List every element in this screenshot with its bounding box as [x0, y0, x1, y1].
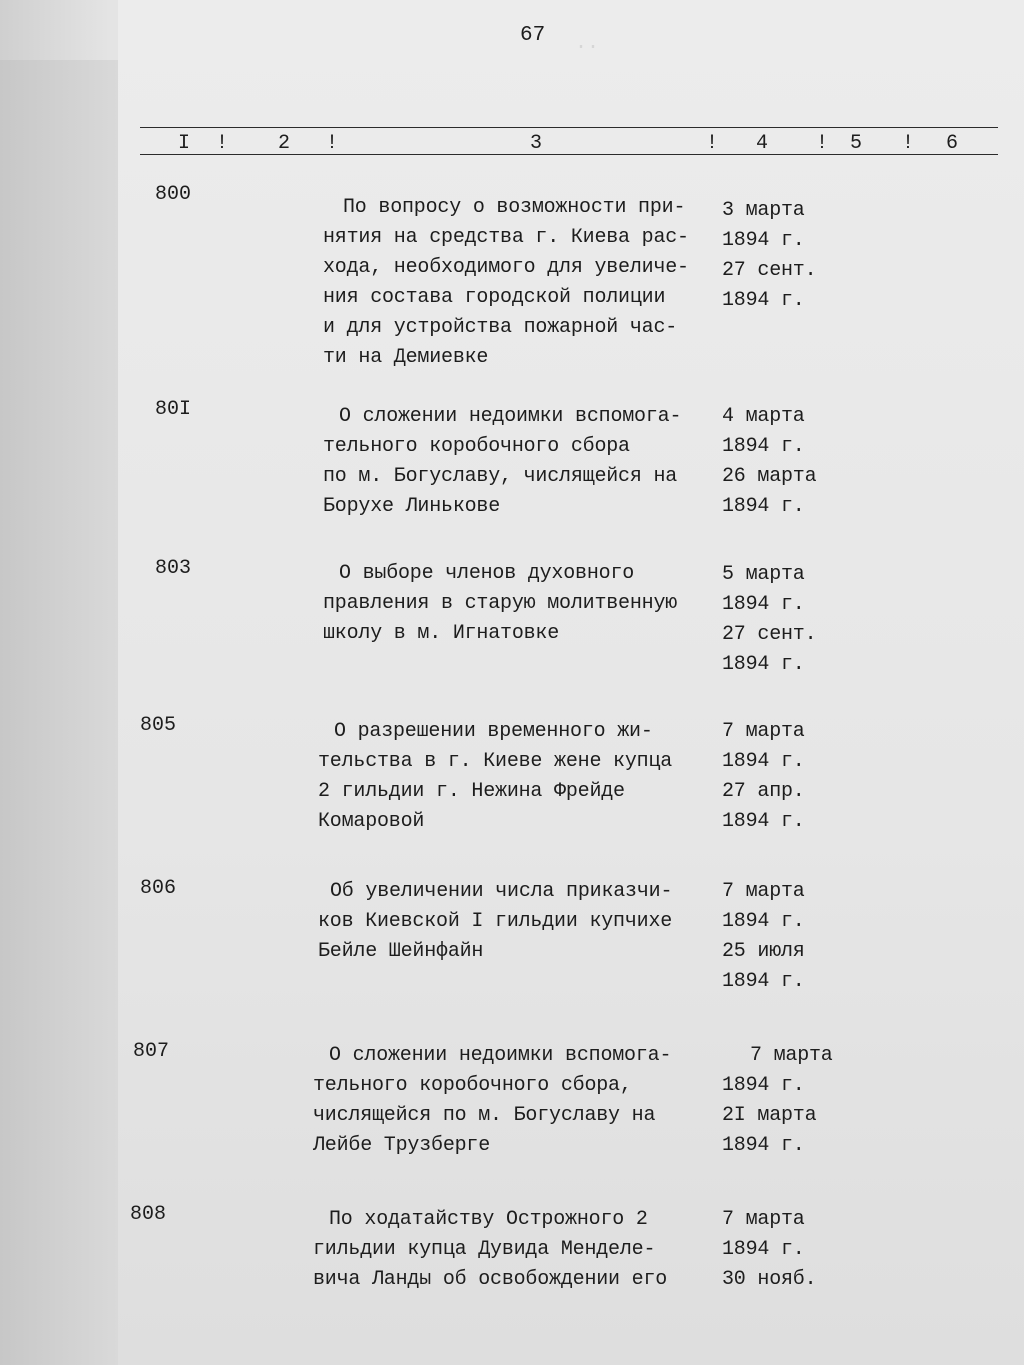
description-line: ков Киевской I гильдии купчихе: [318, 910, 673, 933]
entry-description: [323, 559, 723, 649]
entry-number: 806: [140, 877, 177, 900]
entry-dates: [722, 402, 816, 522]
description-line: тельного коробочного сбора,: [313, 1074, 632, 1097]
description-line: ния состава городской полиции: [323, 286, 666, 309]
entry-number: 807: [133, 1040, 170, 1063]
entry-description: [323, 193, 723, 373]
description-line: Борухе Линькове: [323, 495, 501, 518]
description-line: ти на Демиевке: [323, 346, 489, 369]
date-line: 1894 г.: [722, 593, 805, 616]
description-line: Лейбе Трузберге: [313, 1134, 491, 1157]
date-line: 1894 г.: [722, 970, 805, 993]
table-header-top-rule: [140, 127, 998, 128]
description-line: О разрешении временного жи-: [334, 720, 653, 743]
column-separator: !: [902, 132, 915, 155]
column-header-3: 3: [530, 132, 543, 155]
column-separator: !: [326, 132, 339, 155]
entry-dates: [722, 560, 816, 680]
description-line: и для устройства пожарной час-: [323, 316, 678, 339]
description-line: хода, необходимого для увеличе-: [323, 256, 689, 279]
description-line: гильдии купца Дувида Менделе-: [313, 1238, 656, 1261]
description-line: нятия на средства г. Киева рас-: [323, 226, 689, 249]
date-line: 1894 г.: [722, 1134, 805, 1157]
date-line: 27 сент.: [722, 623, 817, 646]
date-line: 1894 г.: [722, 653, 805, 676]
entry-description: [313, 1041, 713, 1161]
entry-dates: [722, 1205, 816, 1295]
entry-number: 808: [130, 1203, 167, 1226]
entry-number: 805: [140, 714, 177, 737]
column-header-5: 5: [850, 132, 863, 155]
date-line: 3 марта: [722, 199, 805, 222]
date-line: 1894 г.: [722, 495, 805, 518]
table-header-bottom-rule: [140, 154, 998, 155]
date-line: 2I марта: [722, 1104, 817, 1127]
entry-number: 800: [155, 183, 192, 206]
date-line: 1894 г.: [722, 1074, 805, 1097]
date-line: 27 апр.: [722, 780, 805, 803]
date-line: 7 марта: [722, 720, 805, 743]
date-line: 7 марта: [722, 880, 805, 903]
description-line: Бейле Шейнфайн: [318, 940, 484, 963]
description-line: Об увеличении числа приказчи-: [330, 880, 673, 903]
column-separator: !: [706, 132, 719, 155]
date-line: 1894 г.: [722, 435, 805, 458]
date-line: 1894 г.: [722, 229, 805, 252]
column-header-1: I: [178, 132, 191, 155]
description-line: правления в старую молитвенную: [323, 592, 678, 615]
date-line: 25 июля: [722, 940, 805, 963]
description-line: тельного коробочного сбора: [323, 435, 630, 458]
description-line: школу в м. Игнатовке: [323, 622, 560, 645]
description-line: О сложении недоимки вспомога-: [339, 405, 682, 428]
entry-dates: [722, 717, 805, 837]
entry-dates: [722, 1041, 833, 1161]
description-line: По ходатайству Острожного 2: [329, 1208, 648, 1231]
description-line: тельства в г. Киеве жене купца: [318, 750, 673, 773]
description-line: числящейся по м. Богуславу на: [313, 1104, 656, 1127]
description-line: Комаровой: [318, 810, 425, 833]
bleed-through-mark: ··: [575, 36, 600, 59]
entry-dates: [722, 196, 816, 316]
entry-description: [313, 1205, 713, 1295]
entry-number: 80I: [155, 398, 192, 421]
date-line: 1894 г.: [722, 750, 805, 773]
column-header-2: 2: [278, 132, 291, 155]
date-line: 1894 г.: [722, 289, 805, 312]
date-line: 5 марта: [722, 563, 805, 586]
column-header-4: 4: [756, 132, 769, 155]
column-separator: !: [816, 132, 829, 155]
entry-description: [323, 402, 723, 522]
page-number: 67: [520, 24, 546, 47]
description-line: По вопросу о возможности при-: [343, 196, 686, 219]
description-line: О выборе членов духовного: [339, 562, 635, 585]
date-line: 27 сент.: [722, 259, 817, 282]
previous-page-edge: [0, 60, 119, 1365]
date-line: 1894 г.: [722, 1238, 805, 1261]
column-separator: !: [216, 132, 229, 155]
entry-dates: [722, 877, 805, 997]
date-line: 30 нояб.: [722, 1268, 817, 1291]
date-line: 7 марта: [722, 1208, 805, 1231]
description-line: О сложении недоимки вспомога-: [329, 1044, 672, 1067]
date-line: 1894 г.: [722, 810, 805, 833]
entry-description: [318, 717, 718, 837]
entry-number: 803: [155, 557, 192, 580]
description-line: вича Ланды об освобождении его: [313, 1268, 668, 1291]
description-line: по м. Богуславу, числящейся на: [323, 465, 678, 488]
date-line: 26 марта: [722, 465, 817, 488]
date-line: 7 марта: [750, 1044, 833, 1067]
date-line: 1894 г.: [722, 910, 805, 933]
description-line: 2 гильдии г. Нежина Фрейде: [318, 780, 625, 803]
entry-description: [318, 877, 718, 967]
column-header-6: 6: [946, 132, 959, 155]
date-line: 4 марта: [722, 405, 805, 428]
